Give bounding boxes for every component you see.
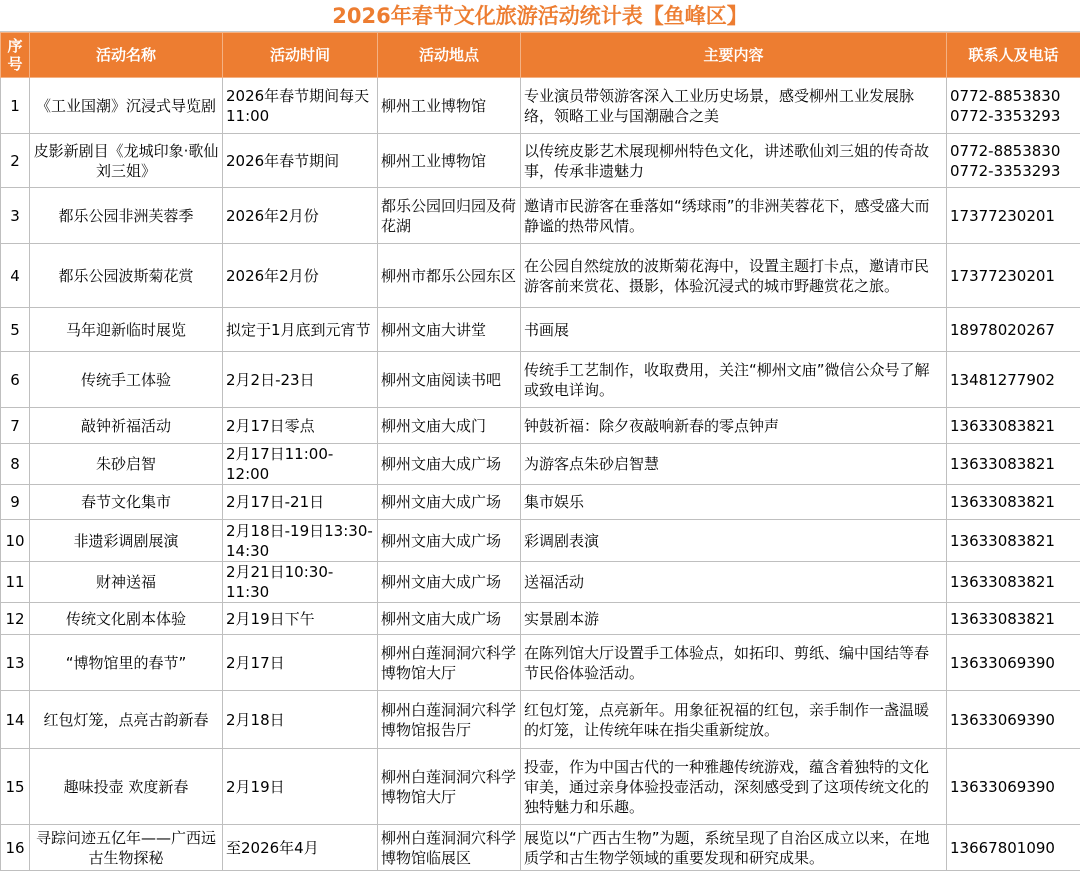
cell-index: 10 xyxy=(1,520,30,562)
cell-contact-phone: 18978020267 xyxy=(947,308,1080,352)
cell-contact-phone: 13633083821 xyxy=(947,408,1080,444)
cell-activity-time: 2026年2月份 xyxy=(223,244,378,308)
cell-main-content: 钟鼓祈福：除夕夜敲响新春的零点钟声 xyxy=(521,408,947,444)
cell-contact-phone: 13633083821 xyxy=(947,520,1080,562)
cell-index: 11 xyxy=(1,562,30,603)
header-index: 序号 xyxy=(1,33,30,78)
table-row xyxy=(1,188,1080,244)
cell-activity-name: 传统文化剧本体验 xyxy=(30,603,223,635)
cell-main-content: 集市娱乐 xyxy=(521,485,947,520)
cell-main-content: 在公园自然绽放的波斯菊花海中，设置主题打卡点，邀请市民游客前来赏花、摄影，体验沉浸式的城市野趣赏花之旅。 xyxy=(521,244,947,308)
cell-activity-name: 传统手工体验 xyxy=(30,352,223,408)
cell-activity-place: 柳州白莲洞洞穴科学博物馆大厅 xyxy=(378,749,521,825)
cell-activity-time: 2月17日11:00-12:00 xyxy=(223,444,378,485)
cell-activity-name: 趣味投壶 欢度新春 xyxy=(30,749,223,825)
cell-contact-phone: 13633083821 xyxy=(947,562,1080,603)
cell-activity-name: “博物馆里的春节” xyxy=(30,635,223,691)
cell-activity-place: 柳州工业博物馆 xyxy=(378,134,521,188)
header-activity-time: 活动时间 xyxy=(223,33,378,78)
cell-activity-time: 2月19日下午 xyxy=(223,603,378,635)
header-main-content: 主要内容 xyxy=(521,33,947,78)
cell-activity-name: 财神送福 xyxy=(30,562,223,603)
cell-activity-time: 拟定于1月底到元宵节 xyxy=(223,308,378,352)
cell-activity-place: 都乐公园回归园及荷花湖 xyxy=(378,188,521,244)
cell-index: 13 xyxy=(1,635,30,691)
cell-index: 16 xyxy=(1,825,30,871)
cell-activity-place: 柳州白莲洞洞穴科学博物馆临展区 xyxy=(378,825,521,871)
cell-activity-place: 柳州文庙大成门 xyxy=(378,408,521,444)
cell-contact-phone: 13633069390 xyxy=(947,635,1080,691)
table-row xyxy=(1,485,1080,520)
cell-main-content: 邀请市民游客在垂落如“绣球雨”的非洲芙蓉花下，感受盛大而静谧的热带风情。 xyxy=(521,188,947,244)
cell-activity-place: 柳州文庙大讲堂 xyxy=(378,308,521,352)
cell-index: 6 xyxy=(1,352,30,408)
cell-main-content: 以传统皮影艺术展现柳州特色文化，讲述歌仙刘三姐的传奇故事，传承非遗魅力 xyxy=(521,134,947,188)
cell-contact-phone: 13667801090 xyxy=(947,825,1080,871)
table-row xyxy=(1,749,1080,825)
cell-activity-name: 敲钟祈福活动 xyxy=(30,408,223,444)
table-row xyxy=(1,308,1080,352)
cell-contact-phone: 13633069390 xyxy=(947,749,1080,825)
cell-index: 5 xyxy=(1,308,30,352)
cell-activity-time: 2026年春节期间 xyxy=(223,134,378,188)
cell-activity-time: 2月18日-19日13:30-14:30 xyxy=(223,520,378,562)
cell-activity-place: 柳州工业博物馆 xyxy=(378,78,521,134)
cell-activity-place: 柳州文庙大成广场 xyxy=(378,562,521,603)
cell-activity-time: 2026年春节期间每天11:00 xyxy=(223,78,378,134)
table-body xyxy=(1,78,1080,871)
cell-index: 3 xyxy=(1,188,30,244)
cell-activity-time: 2月17日零点 xyxy=(223,408,378,444)
cell-activity-name: 非遗彩调剧展演 xyxy=(30,520,223,562)
cell-activity-place: 柳州文庙大成广场 xyxy=(378,444,521,485)
cell-activity-time: 2026年2月份 xyxy=(223,188,378,244)
cell-contact-phone: 13633083821 xyxy=(947,485,1080,520)
cell-activity-name: 朱砂启智 xyxy=(30,444,223,485)
table-row xyxy=(1,603,1080,635)
cell-activity-name: 都乐公园非洲芙蓉季 xyxy=(30,188,223,244)
table-row xyxy=(1,520,1080,562)
cell-activity-time: 2月19日 xyxy=(223,749,378,825)
table-row xyxy=(1,78,1080,134)
cell-main-content: 传统手工艺制作，收取费用，关注“柳州文庙”微信公众号了解或致电详询。 xyxy=(521,352,947,408)
header-contact-phone: 联系人及电话 xyxy=(947,33,1080,78)
cell-activity-place: 柳州文庙大成广场 xyxy=(378,485,521,520)
cell-activity-place: 柳州文庙阅读书吧 xyxy=(378,352,521,408)
cell-activity-time: 2月21日10:30-11:30 xyxy=(223,562,378,603)
cell-activity-name: 马年迎新临时展览 xyxy=(30,308,223,352)
cell-activity-name: 春节文化集市 xyxy=(30,485,223,520)
cell-activity-time: 2月18日 xyxy=(223,691,378,749)
cell-activity-place: 柳州市都乐公园东区 xyxy=(378,244,521,308)
cell-main-content: 红包灯笼，点亮新年。用象征祝福的红包，亲手制作一盏温暖的灯笼，让传统年味在指尖重新绽放。 xyxy=(521,691,947,749)
cell-index: 1 xyxy=(1,78,30,134)
cell-main-content: 展览以“广西古生物”为题，系统呈现了自治区成立以来，在地质学和古生物学领域的重要发现和研究成果。 xyxy=(521,825,947,871)
cell-contact-phone: 13633069390 xyxy=(947,691,1080,749)
cell-activity-place: 柳州文庙大成广场 xyxy=(378,603,521,635)
table-header-row xyxy=(1,33,1080,78)
cell-main-content: 实景剧本游 xyxy=(521,603,947,635)
cell-main-content: 彩调剧表演 xyxy=(521,520,947,562)
activity-table xyxy=(0,32,1080,871)
table-row xyxy=(1,134,1080,188)
cell-activity-name: 寻踪问迹五亿年——广西远古生物探秘 xyxy=(30,825,223,871)
table-row xyxy=(1,562,1080,603)
cell-activity-time: 2月17日-21日 xyxy=(223,485,378,520)
cell-activity-place: 柳州白莲洞洞穴科学博物馆大厅 xyxy=(378,635,521,691)
cell-activity-name: 《工业国潮》沉浸式导览剧 xyxy=(30,78,223,134)
cell-activity-name: 皮影新剧目《龙城印象·歌仙刘三姐》 xyxy=(30,134,223,188)
cell-main-content: 为游客点朱砂启智慧 xyxy=(521,444,947,485)
cell-index: 7 xyxy=(1,408,30,444)
cell-contact-phone: 17377230201 xyxy=(947,188,1080,244)
table-row xyxy=(1,444,1080,485)
cell-main-content: 在陈列馆大厅设置手工体验点，如拓印、剪纸、编中国结等春节民俗体验活动。 xyxy=(521,635,947,691)
table-row xyxy=(1,825,1080,871)
cell-activity-name: 红包灯笼，点亮古韵新春 xyxy=(30,691,223,749)
table-row xyxy=(1,408,1080,444)
header-activity-place: 活动地点 xyxy=(378,33,521,78)
cell-main-content: 投壶，作为中国古代的一种雅趣传统游戏，蕴含着独特的文化审美，通过亲身体验投壶活动，深刻感受到了这项传统文化的独特魅力和乐趣。 xyxy=(521,749,947,825)
cell-contact-phone: 0772-8853830 0772-3353293 xyxy=(947,134,1080,188)
cell-contact-phone: 0772-8853830 0772-3353293 xyxy=(947,78,1080,134)
header-activity-name: 活动名称 xyxy=(30,33,223,78)
cell-index: 12 xyxy=(1,603,30,635)
table-row xyxy=(1,635,1080,691)
cell-main-content: 书画展 xyxy=(521,308,947,352)
cell-contact-phone: 13633083821 xyxy=(947,444,1080,485)
page-title: 2026年春节文化旅游活动统计表【鱼峰区】 xyxy=(0,0,1080,32)
cell-contact-phone: 13481277902 xyxy=(947,352,1080,408)
cell-index: 2 xyxy=(1,134,30,188)
cell-contact-phone: 17377230201 xyxy=(947,244,1080,308)
cell-activity-time: 2月2日-23日 xyxy=(223,352,378,408)
cell-index: 8 xyxy=(1,444,30,485)
cell-activity-time: 至2026年4月 xyxy=(223,825,378,871)
cell-contact-phone: 13633083821 xyxy=(947,603,1080,635)
cell-index: 4 xyxy=(1,244,30,308)
cell-main-content: 专业演员带领游客深入工业历史场景，感受柳州工业发展脉络，领略工业与国潮融合之美 xyxy=(521,78,947,134)
cell-main-content: 送福活动 xyxy=(521,562,947,603)
table-row xyxy=(1,244,1080,308)
table-row xyxy=(1,352,1080,408)
cell-activity-name: 都乐公园波斯菊花赏 xyxy=(30,244,223,308)
cell-activity-place: 柳州白莲洞洞穴科学博物馆报告厅 xyxy=(378,691,521,749)
cell-index: 14 xyxy=(1,691,30,749)
table-row xyxy=(1,691,1080,749)
cell-index: 9 xyxy=(1,485,30,520)
cell-activity-time: 2月17日 xyxy=(223,635,378,691)
cell-activity-place: 柳州文庙大成广场 xyxy=(378,520,521,562)
cell-index: 15 xyxy=(1,749,30,825)
